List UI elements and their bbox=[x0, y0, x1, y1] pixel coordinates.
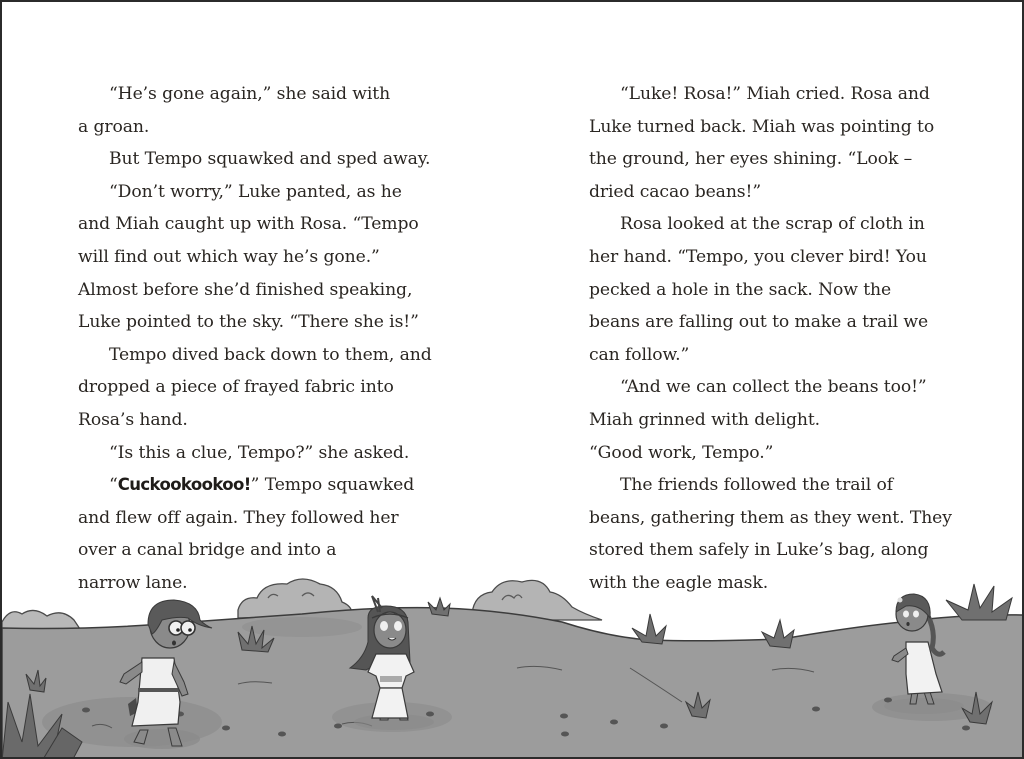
text-line: dried cacao beans!” bbox=[589, 181, 762, 202]
text-line: over a canal bridge and into a bbox=[78, 540, 337, 561]
text-line: can follow.” bbox=[589, 344, 690, 365]
text-line: The friends followed the trail of bbox=[620, 475, 894, 496]
sound-effect: Cuckookookoo! bbox=[117, 475, 251, 495]
left-page-text bbox=[78, 78, 458, 600]
text-line: the ground, her eyes shining. “Look – bbox=[589, 149, 913, 170]
text-line: and Miah caught up with Rosa. “Tempo bbox=[78, 214, 419, 235]
text-line: “He’s gone again,” she said with bbox=[109, 84, 391, 104]
text-line: a groan. bbox=[78, 116, 150, 137]
right-page-text bbox=[589, 78, 969, 600]
sfx-line-rest: ” Tempo squawked bbox=[250, 475, 415, 496]
text-line: Luke pointed to the sky. “There she is!” bbox=[78, 312, 419, 333]
text-line: Rosa looked at the scrap of cloth in bbox=[620, 214, 925, 235]
text-line: with the eagle mask. bbox=[589, 572, 769, 593]
text-line: narrow lane. bbox=[78, 572, 188, 593]
text-line: Miah grinned with delight. bbox=[589, 409, 821, 430]
text-line: Almost before she’d finished speaking, bbox=[78, 279, 413, 300]
text-line: stored them safely in Luke’s bag, along bbox=[589, 540, 929, 561]
text-line: “Luke! Rosa!” Miah cried. Rosa and bbox=[620, 84, 930, 104]
text-line: beans, gathering them as they went. They bbox=[589, 507, 952, 528]
text-line: “And we can collect the beans too!” bbox=[620, 377, 927, 398]
text-line: and flew off again. They followed her bbox=[78, 507, 399, 528]
text-line: “Good work, Tempo.” bbox=[589, 442, 774, 463]
text-line: “Don’t worry,” Luke panted, as he bbox=[109, 181, 402, 202]
text-line: Luke turned back. Miah was pointing to bbox=[589, 116, 935, 137]
open-quote: “ bbox=[109, 475, 118, 496]
text-line: But Tempo squawked and sped away. bbox=[109, 149, 431, 170]
text-line: Tempo dived back down to them, and bbox=[109, 344, 432, 365]
text-line: will find out which way he’s gone.” bbox=[78, 246, 380, 267]
text-line: “Is this a clue, Tempo?” she asked. bbox=[109, 442, 410, 463]
text-line: her hand. “Tempo, you clever bird! You bbox=[589, 246, 927, 267]
text-line: dropped a piece of frayed fabric into bbox=[78, 377, 394, 398]
text-line-sound-effect bbox=[78, 469, 458, 502]
text-line: pecked a hole in the sack. Now the bbox=[589, 279, 892, 300]
text-line: Rosa’s hand. bbox=[78, 409, 188, 430]
text-line: beans are falling out to make a trail we bbox=[589, 312, 929, 333]
